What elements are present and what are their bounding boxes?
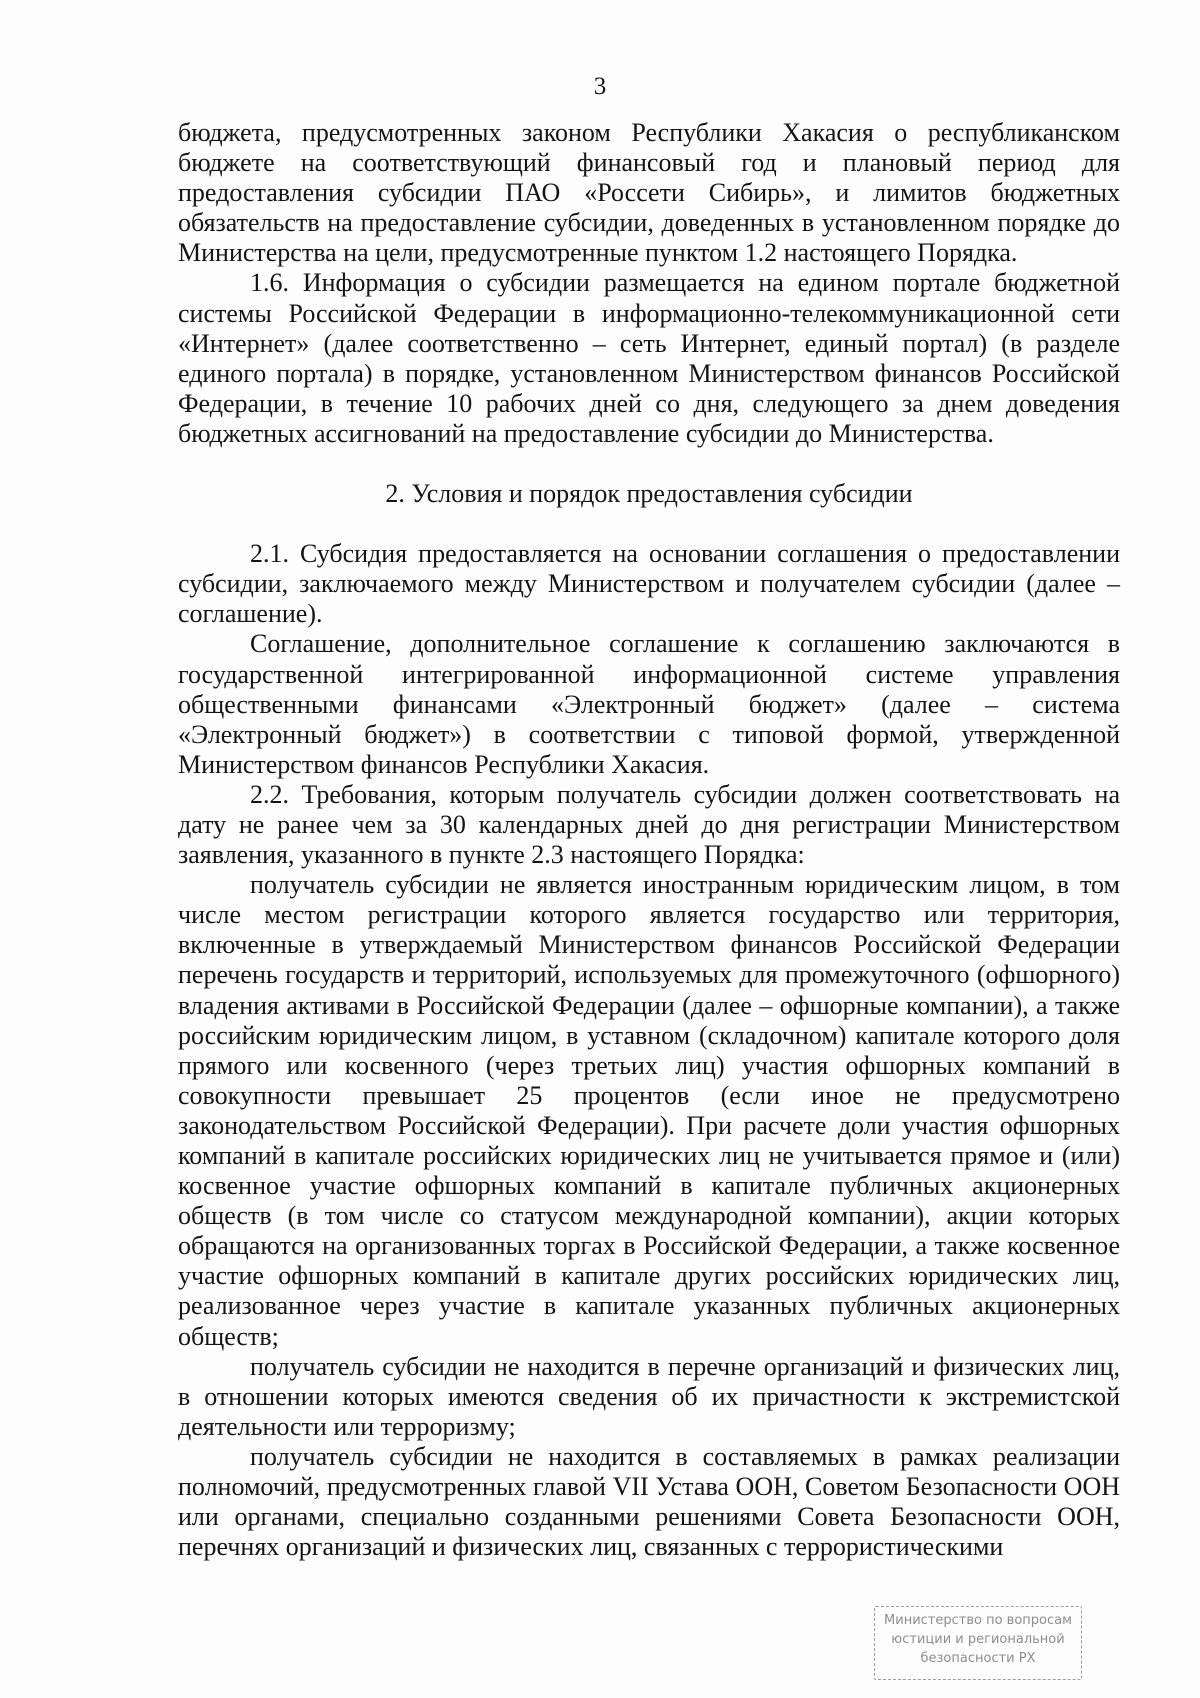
stamp-line-2: юстиции и региональной [891, 1632, 1065, 1647]
paragraph-agreement: Соглашение, дополнительное соглашение к соглашению заключаются в государственной интегрированной информационной системе управления общественными финансами «Электронный бюджет» (далее – система «Электронный бюджет») в соответствии с типовой формой, утвержденной Министерством финансов Республики Хакасия. [178, 629, 1120, 779]
page-number: 3 [593, 73, 607, 100]
stamp-line-3: безопасности РХ [920, 1651, 1036, 1666]
document-body [178, 118, 1120, 1562]
paragraph-2-2: 2.2. Требования, которым получатель субсидии должен соответствовать на дату не ранее чем за 30 календарных дней до дня регистрации Министерством заявления, указанного в пункте 2.3 настоящего Порядка: [178, 779, 1120, 870]
paragraph-budget-continuation: бюджета, предусмотренных законом Республики Хакасия о республиканском бюджете на соответствующий финансовый год и плановый период для предоставления субсидии ПАО «Россети Сибирь», и лимитов бюджетных обязательств на предоставление субсидии, доведенных в установленном порядке до Министерства на цели, предусмотренные пунктом 1.2 настоящего Порядка. [178, 118, 1120, 268]
stamp-line-1: Министерство по вопросам [884, 1613, 1072, 1628]
paragraph-2-1: 2.1. Субсидия предоставляется на основании соглашения о предоставлении субсидии, заключаемого между Министерством и получателем субсидии (далее – соглашение). [178, 539, 1120, 629]
paragraph-1-6: 1.6. Информация о субсидии размещается на едином портале бюджетной системы Российской Федерации в информационно-телекоммуникационной сети «Интернет» (далее соответственно – сеть Интернет, единый портал) (в разделе единого портала) в порядке, установленном Министерством финансов Российской Федерации, в течение 10 рабочих дней со дня, следующего за днем доведения бюджетных ассигнований на предоставление субсидии до Министерства. [178, 268, 1120, 448]
paragraph-extremism-requirement: получатель субсидии не находится в перечне организаций и физических лиц, в отношении которых имеются сведения об их причастности к экстремистской деятельности или терроризму; [178, 1351, 1120, 1441]
section-heading: 2. Условия и порядок предоставления субсидии [385, 479, 913, 509]
paragraph-un-requirement: получатель субсидии не находится в составляемых в рамках реализации полномочий, предусмотренных главой VII Устава ООН, Советом Безопасности ООН или органами, специально созданными решениями Совета Безопасности ООН, перечнях организаций и физических лиц, связанных с террористическими [178, 1441, 1120, 1562]
ministry-stamp [874, 1606, 1082, 1680]
paragraph-offshore-requirement: получатель субсидии не является иностранным юридическим лицом, в том числе местом регистрации которого является государство или территория, включенные в утверждаемый Министерством финансов Российской Федерации перечень государств и территорий, используемых для промежуточного (офшорного) владения активами в Российской Федерации (далее – офшорные компании), а также российским юридическим лицом, в уставном (складочном) капитале которого доля прямого или косвенного (через третьих лиц) участия офшорных компаний в совокупности превышает 25 процентов (если иное не предусмотрено законодательством Российской Федерации). При расчете доли участия офшорных компаний в капитале российских юридических лиц не учитывается прямое и (или) косвенное участие офшорных компаний в капитале публичных акционерных обществ (в том числе со статусом международной компании), акции которых обращаются на организованных торгах в Российской Федерации, а также косвенное участие офшорных компаний в капитале других российских юридических лиц, реализованное через участие в капитале указанных публичных акционерных обществ; [178, 870, 1120, 1351]
